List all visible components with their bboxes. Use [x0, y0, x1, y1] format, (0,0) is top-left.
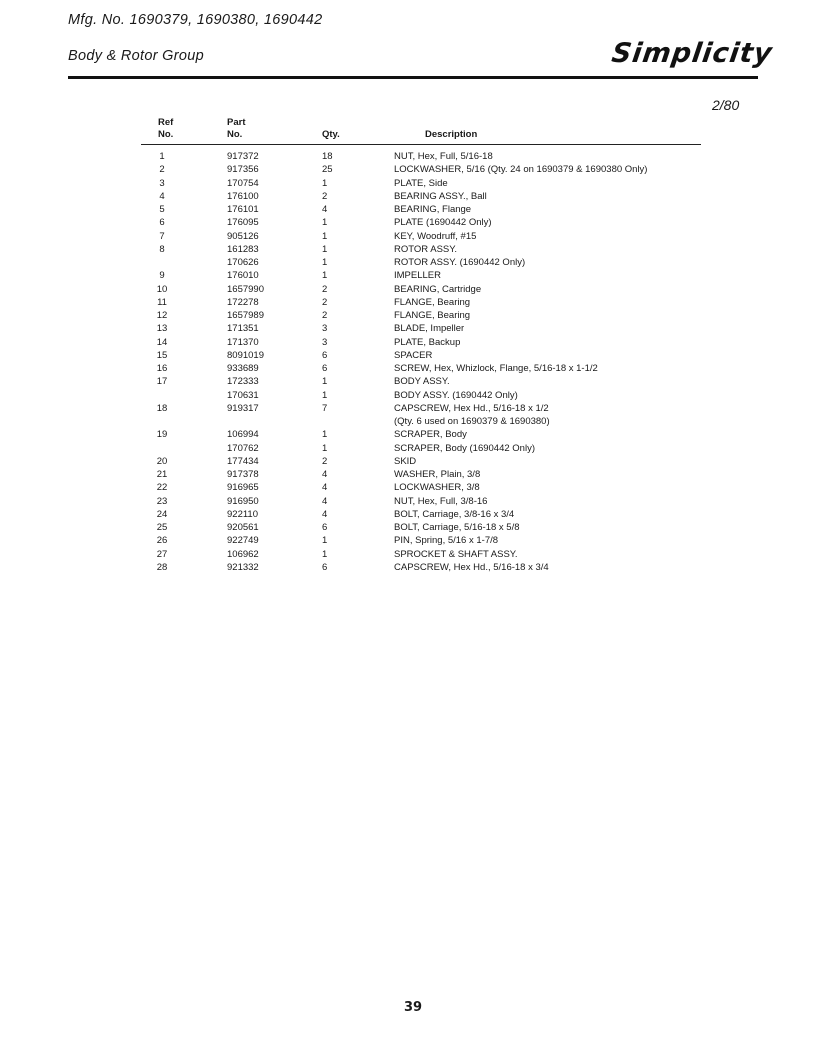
ref-cell: 4 — [159, 190, 165, 202]
quantity-cell: 2 — [322, 310, 328, 321]
ref-cell: 1 — [159, 151, 165, 162]
table-row — [0, 534, 816, 547]
quantity-cell: 2 — [322, 296, 328, 308]
ref-cell: 17 — [156, 376, 168, 388]
table-row — [0, 283, 816, 296]
table-row — [0, 349, 816, 362]
description-cell: IMPELLER — [394, 270, 441, 282]
quantity-cell: 1 — [322, 429, 328, 441]
quantity-cell: 4 — [322, 508, 328, 520]
part-number-cell: 177434 — [227, 455, 259, 467]
table-row — [0, 402, 816, 415]
column-header-part: Part No. — [227, 117, 246, 140]
table-row — [0, 455, 816, 468]
ref-cell: 3 — [159, 177, 165, 189]
ref-cell: 10 — [156, 283, 168, 295]
ref-cell: 23 — [156, 495, 168, 507]
ref-cell: 12 — [156, 310, 168, 321]
description-cell: PLATE, Backup — [394, 336, 461, 348]
ref-cell: 6 — [159, 217, 165, 229]
description-cell: BEARING, Cartridge — [394, 283, 482, 295]
part-number-cell: 170626 — [227, 257, 259, 268]
part-number-cell: 933689 — [227, 363, 259, 374]
description-cell: ROTOR ASSY. — [394, 243, 458, 255]
part-number-cell: 905126 — [227, 230, 259, 242]
part-number-cell: 1657989 — [227, 310, 264, 321]
column-header-description: Description — [425, 129, 478, 140]
part-number-cell: 1657990 — [227, 283, 264, 295]
description-cell: NUT, Hex, Full, 5/16-18 — [394, 151, 493, 162]
table-row — [0, 243, 816, 256]
quantity-cell: 1 — [322, 217, 328, 229]
description-cell: BEARING ASSY., Ball — [394, 190, 487, 202]
part-number-cell: 917372 — [227, 151, 259, 162]
revision-date: 2/80 — [712, 97, 740, 113]
description-cell: BODY ASSY. (1690442 Only) — [394, 389, 518, 401]
ref-cell: 7 — [159, 230, 165, 242]
part-number-cell: 922110 — [227, 508, 258, 520]
description-cell: SCREW, Hex, Whizlock, Flange, 5/16-18 x 1-1/2 — [394, 363, 598, 374]
description-cell: BEARING, Flange — [394, 204, 472, 215]
table-row — [0, 269, 816, 282]
description-cell: FLANGE, Bearing — [394, 310, 471, 321]
table-row — [0, 203, 816, 216]
description-cell: SPACER — [394, 349, 433, 361]
table-row — [0, 428, 816, 441]
table-row — [0, 521, 816, 534]
ref-cell: 21 — [156, 469, 168, 480]
quantity-cell: 25 — [322, 164, 333, 176]
quantity-cell: 2 — [322, 455, 328, 467]
part-number-cell: 171370 — [227, 336, 259, 348]
table-row — [0, 561, 816, 574]
table-row — [0, 216, 816, 229]
quantity-cell: 6 — [322, 561, 328, 573]
part-number-cell: 172333 — [227, 376, 259, 388]
table-row — [0, 190, 816, 203]
table-row — [0, 362, 816, 375]
part-number-cell: 171351 — [227, 323, 259, 335]
table-row — [0, 163, 816, 176]
table-row — [0, 468, 816, 481]
description-cell: SPROCKET & SHAFT ASSY. — [394, 548, 518, 560]
part-number-cell: 917378 — [227, 469, 259, 480]
ref-cell: 11 — [157, 296, 167, 308]
part-number-cell: 172278 — [227, 296, 259, 308]
quantity-cell: 1 — [322, 177, 328, 189]
ref-cell: 25 — [156, 522, 168, 533]
quantity-cell: 2 — [322, 190, 328, 202]
ref-cell: 24 — [156, 508, 168, 520]
part-number-cell: 176101 — [227, 204, 259, 215]
part-number-cell: 922749 — [227, 535, 259, 547]
description-cell: PLATE, Side — [394, 177, 448, 189]
description-cell: FLANGE, Bearing — [394, 296, 471, 308]
table-header-rule — [141, 144, 701, 145]
quantity-cell: 18 — [322, 151, 333, 162]
table-row — [0, 256, 816, 269]
table-row — [0, 336, 816, 349]
ref-cell: 20 — [156, 455, 168, 467]
description-cell: LOCKWASHER, 5/16 (Qty. 24 on 1690379 & 1690380 Only) — [394, 164, 648, 176]
quantity-cell: 3 — [322, 336, 328, 348]
ref-cell: 18 — [156, 402, 168, 414]
ref-cell: 5 — [159, 204, 165, 215]
table-row — [0, 442, 816, 455]
description-cell: BLADE, Impeller — [394, 323, 465, 335]
ref-cell: 15 — [156, 349, 168, 361]
quantity-cell: 1 — [322, 442, 328, 454]
table-row — [0, 375, 816, 388]
part-number-cell: 917356 — [227, 164, 259, 176]
table-row — [0, 548, 816, 561]
description-cell: BOLT, Carriage, 3/8-16 x 3/4 — [394, 508, 515, 520]
quantity-cell: 1 — [322, 376, 328, 388]
ref-cell: 8 — [159, 243, 165, 255]
description-cell: (Qty. 6 used on 1690379 & 1690380) — [394, 416, 550, 427]
quantity-cell: 6 — [322, 363, 328, 374]
part-number-cell: 916950 — [227, 495, 259, 507]
ref-cell: 2 — [159, 164, 165, 176]
table-row — [0, 495, 816, 508]
description-cell: KEY, Woodruff, #15 — [394, 230, 477, 242]
description-cell: PLATE (1690442 Only) — [394, 217, 492, 229]
quantity-cell: 3 — [322, 323, 328, 335]
part-number-cell: 176010 — [227, 270, 259, 282]
part-number-cell: 161283 — [227, 243, 259, 255]
description-cell: LOCKWASHER, 3/8 — [394, 482, 480, 494]
table-row — [0, 508, 816, 521]
parts-table — [0, 150, 816, 574]
description-cell: SCRAPER, Body (1690442 Only) — [394, 442, 535, 454]
quantity-cell: 2 — [322, 283, 328, 295]
part-number-cell: 170631 — [227, 389, 259, 401]
part-number-cell: 921332 — [227, 561, 259, 573]
description-cell: SKID — [394, 455, 417, 467]
ref-cell: 9 — [159, 270, 165, 282]
quantity-cell: 1 — [322, 257, 328, 268]
quantity-cell: 6 — [322, 522, 328, 533]
ref-cell: 13 — [156, 323, 168, 335]
description-cell: NUT, Hex, Full, 3/8-16 — [394, 495, 488, 507]
ref-cell: 16 — [156, 363, 168, 374]
quantity-cell: 1 — [322, 548, 328, 560]
ref-cell: 14 — [156, 336, 168, 348]
table-row — [0, 230, 816, 243]
part-number-cell: 170762 — [227, 442, 259, 454]
part-number-cell: 106994 — [227, 429, 259, 441]
page-number: 39 — [403, 1000, 423, 1015]
description-cell: BODY ASSY. — [394, 376, 450, 388]
quantity-cell: 6 — [322, 349, 328, 361]
description-cell: CAPSCREW, Hex Hd., 5/16-18 x 3/4 — [394, 561, 549, 573]
quantity-cell: 4 — [322, 495, 328, 507]
ref-cell: 22 — [156, 482, 168, 494]
quantity-cell: 1 — [322, 270, 328, 282]
table-row — [0, 150, 816, 163]
quantity-cell: 4 — [322, 482, 328, 494]
quantity-cell: 1 — [322, 535, 328, 547]
ref-cell: 26 — [156, 535, 168, 547]
part-number-cell: 8091019 — [227, 349, 264, 361]
part-number-cell: 920561 — [227, 522, 259, 533]
quantity-cell: 1 — [322, 230, 328, 242]
quantity-cell: 4 — [322, 204, 328, 215]
table-row — [0, 322, 816, 335]
description-cell: PIN, Spring, 5/16 x 1-7/8 — [394, 535, 499, 547]
ref-cell: 28 — [156, 561, 168, 573]
ref-cell: 27 — [156, 548, 168, 560]
table-row — [0, 177, 816, 190]
description-cell: CAPSCREW, Hex Hd., 5/16-18 x 1/2 — [394, 402, 549, 414]
table-row — [0, 296, 816, 309]
table-row — [0, 481, 816, 494]
description-cell: WASHER, Plain, 3/8 — [394, 469, 481, 480]
ref-cell: 19 — [156, 429, 168, 441]
brand-logo: Simplicity — [609, 38, 775, 69]
group-title: Body & Rotor Group — [68, 48, 204, 64]
part-number-cell: 919317 — [227, 402, 259, 414]
quantity-cell: 4 — [322, 469, 328, 480]
quantity-cell: 1 — [322, 243, 328, 255]
header-rule — [68, 76, 758, 79]
mfg-numbers: Mfg. No. 1690379, 1690380, 1690442 — [68, 12, 323, 28]
description-cell: SCRAPER, Body — [394, 429, 467, 441]
part-number-cell: 176100 — [227, 190, 259, 202]
table-row — [0, 415, 816, 428]
description-cell: ROTOR ASSY. (1690442 Only) — [394, 257, 526, 268]
description-cell: BOLT, Carriage, 5/16-18 x 5/8 — [394, 522, 520, 533]
quantity-cell: 7 — [322, 402, 328, 414]
table-row — [0, 309, 816, 322]
column-header-qty: Qty. — [322, 129, 340, 140]
part-number-cell: 106962 — [227, 548, 259, 560]
table-row — [0, 389, 816, 402]
part-number-cell: 176095 — [227, 217, 259, 229]
quantity-cell: 1 — [322, 389, 328, 401]
column-header-ref: Ref No. — [158, 117, 174, 140]
part-number-cell: 916965 — [227, 482, 259, 494]
part-number-cell: 170754 — [227, 177, 259, 189]
